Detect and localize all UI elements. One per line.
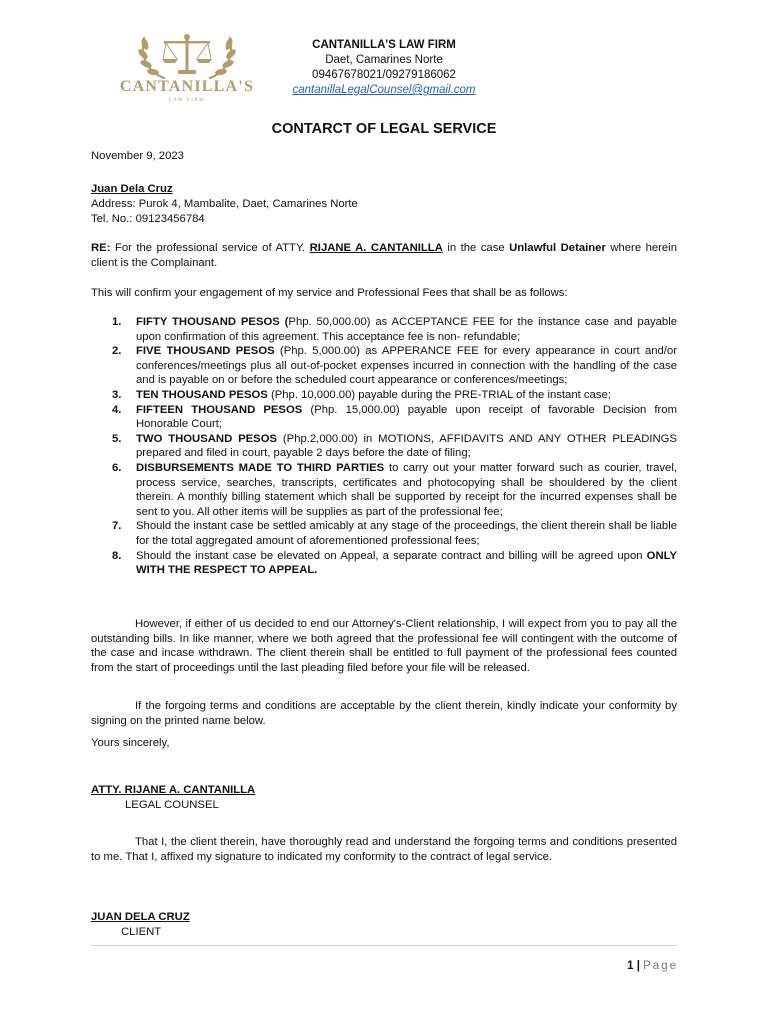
item-text: Should the instant case be settled amicably at any stage of the proceedings, the client therein shall be liable for the total aggregated amount of aforementioned professional fees; (136, 520, 677, 547)
list-item (91, 549, 677, 578)
client-signature-block (91, 910, 190, 940)
closing-salutation: Yours sincerely, (91, 737, 170, 749)
page-separator: | (633, 960, 644, 972)
attorney-name: RIJANE A. CANTANILLA (309, 242, 443, 254)
item-number: 7. (112, 520, 122, 533)
item-heading: TWO THOUSAND PESOS (136, 432, 278, 445)
logo-wordmark: CANTANILLA'S (119, 78, 255, 95)
firm-name: CANTANILLA'S LAW FIRM (312, 39, 456, 51)
firm-header (280, 38, 488, 98)
re-label: RE: (91, 242, 111, 254)
counsel-name: ATTY. RIJANE A. CANTANILLA (91, 784, 256, 796)
client-block (91, 182, 358, 227)
list-item (91, 388, 677, 403)
item-text: Should the instant case be elevated on Appeal, a separate contract and billing will be agreed upon (136, 549, 647, 562)
item-heading: FIFTEEN THOUSAND PESOS (136, 403, 303, 416)
fee-terms-list (91, 315, 677, 578)
item-number: 8. (112, 549, 122, 562)
scales-of-justice-icon (112, 26, 262, 86)
list-item (91, 315, 677, 344)
firm-email-link[interactable]: cantanillaLegalCounsel@gmail.com (292, 84, 476, 96)
item-text: (Php.2,000.00) in MOTIONS, AFFIDAVITS AND ANY OTHER PLEADINGS prepared and filed in court, payable 2 days before the date of filing; (136, 432, 677, 460)
item-heading: FIVE THOUSAND PESOS (136, 345, 275, 358)
re-text-pre: For the professional service of ATTY. (110, 242, 310, 254)
termination-paragraph: However, if either of us decided to end our Attorney's-Client relationship, I will expect from you to pay all the outstanding bills. In like manner, where we both agreed that the professional fee will contingent with the outcome of the case and incase withdrawn. The client therein shall be entitled to full payment of the professional fees counted from the start of proceedings until the last pleading filed before your file will be released. (91, 618, 677, 674)
firm-logo (112, 26, 262, 118)
item-number: 4. (112, 403, 122, 416)
item-emphasis: ONLY WITH THE RESPECT TO APPEAL. (136, 549, 677, 577)
item-text: (Php. 15,000.00) payable upon receipt of favorable Decision from Honorable Court; (136, 403, 677, 431)
acceptance-paragraph: If the forgoing terms and conditions are acceptable by the client therein, kindly indicate your conformity by signing on the printed name below. (91, 700, 677, 727)
list-item (91, 461, 677, 519)
item-number: 6. (112, 461, 122, 474)
conformity-paragraph: That I, the client therein, have thoroughly read and understand the forgoing terms and conditions presented to me. That I, affixed my signature to indicated my conformity to the contract of legal service. (91, 836, 677, 863)
firm-address: Daet, Camarines Norte (325, 54, 443, 66)
intro-paragraph: This will confirm your engagement of my service and Professional Fees that shall be as follows: (91, 287, 568, 299)
page-number-value: 1 (627, 960, 634, 972)
item-text: (Php. 5,000.00) as APPERANCE FEE for every appearance in court and/or conferences/meetings plus all out-of-pocket expenses incurred in connection with the handling of the case and is payable on or before the scheduled court appearance or conferences/meetings; (136, 345, 677, 387)
document-title: CONTARCT OF LEGAL SERVICE (271, 121, 497, 137)
item-number: 5. (112, 432, 122, 445)
page-label: Page (643, 960, 678, 972)
list-item (91, 403, 677, 432)
list-item (91, 432, 677, 461)
page-number (610, 960, 678, 972)
re-text-mid: in the case (442, 242, 510, 254)
client-sign-name: JUAN DELA CRUZ (91, 911, 190, 923)
item-number: 3. (112, 388, 122, 401)
document-date: November 9, 2023 (91, 150, 184, 162)
firm-phones: 09467678021/09279186062 (312, 69, 456, 81)
list-item (91, 344, 677, 388)
footer-divider (91, 945, 677, 946)
client-name: Juan Dela Cruz (91, 183, 173, 195)
item-text: Php. 50,000.00) as ACCEPTANCE FEE for the instance case and payable upon confirmation of this agreement. This acceptance fee is non- refundable; (136, 316, 677, 343)
logo-subtitle: LAW FIRM (168, 98, 206, 103)
item-number: 1. (112, 316, 122, 328)
list-item (91, 519, 677, 548)
item-text: to carry out your matter forward such as courier, travel, process service, searches, transcripts, certificates and photocopying shall be shouldered by the client therein. A monthly billing statement which shall be supported by receipt for the incurred expenses shall be sent to you. All other items will be supplies as part of the professional fee; (136, 461, 677, 518)
client-tel: Tel. No.: 09123456784 (91, 213, 205, 225)
client-sign-role: CLIENT (121, 926, 162, 938)
re-paragraph (91, 241, 677, 270)
item-heading: FIFTY THOUSAND PESOS ( (136, 316, 289, 328)
item-text: (Php. 10,000.00) payable during the PRE-TRIAL of the instant case; (267, 388, 611, 401)
client-address: Address: Purok 4, Mambalite, Daet, Camarines Norte (91, 198, 358, 210)
item-heading: TEN THOUSAND PESOS (136, 388, 268, 401)
case-name: Unlawful Detainer (509, 242, 606, 254)
item-heading: DISBURSEMENTS MADE TO THIRD PARTIES (136, 461, 385, 474)
counsel-signature-block (91, 783, 255, 813)
re-text-post: where herein client is the Complainant. (91, 242, 677, 269)
item-number: 2. (112, 345, 122, 358)
counsel-role: LEGAL COUNSEL (125, 799, 219, 811)
